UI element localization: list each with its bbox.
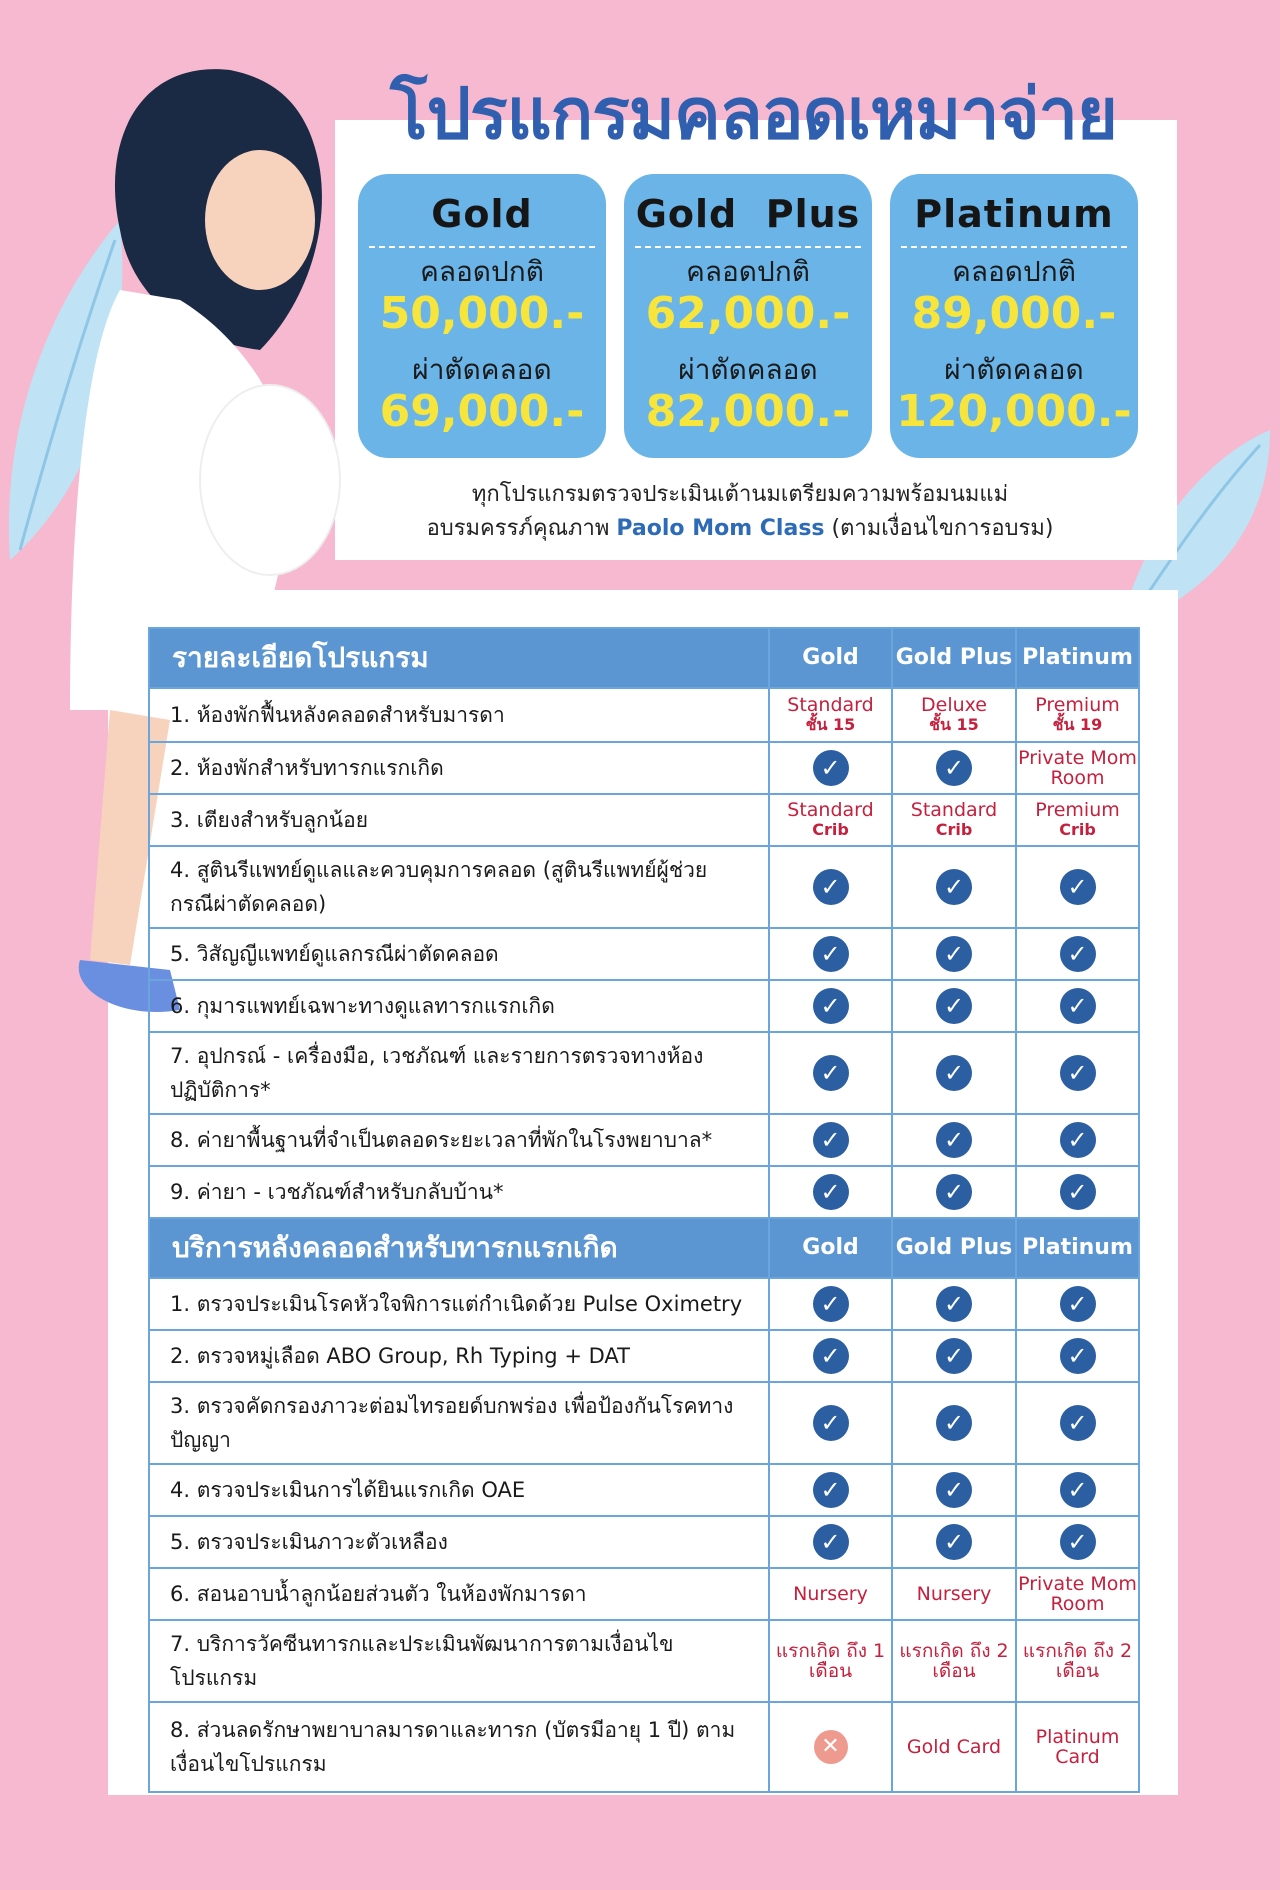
check-icon: ✓ (813, 1122, 849, 1158)
row-label: 2. ตรวจหมู่เลือด ABO Group, Rh Typing + DAT (149, 1330, 769, 1382)
row-value (892, 742, 1016, 794)
note-line-2 (390, 512, 1090, 546)
row-label: 4. สูตินรีแพทย์ดูแลและควบคุมการคลอด (สูตินรีแพทย์ผู้ช่วยกรณีผ่าตัดคลอด) (149, 846, 769, 928)
row-value (769, 1114, 892, 1166)
cell-text: Gold Card (906, 1736, 1002, 1758)
row-value (892, 980, 1016, 1032)
row-value (769, 1568, 892, 1620)
row-value (1016, 1382, 1139, 1464)
table-row (149, 1568, 1139, 1620)
table-row (149, 1516, 1139, 1568)
row-value (769, 688, 892, 742)
page-title: โปรแกรมคลอดเหมาจ่าย (390, 73, 1117, 155)
divider (901, 246, 1127, 248)
note-line-1: ทุกโปรแกรมตรวจประเมินเต้านมเตรียมความพร้อมนมแม่ (471, 482, 1009, 507)
row-value (1016, 794, 1139, 846)
cell-subtext: Crib (812, 820, 849, 839)
csection-price: 120,000.- (896, 386, 1132, 437)
normal-label: คลอดปกติ (952, 255, 1076, 288)
check-icon: ✓ (1060, 869, 1096, 905)
row-value (769, 742, 892, 794)
row-value (1016, 1568, 1139, 1620)
row-value (1016, 742, 1139, 794)
normal-price: 89,000.- (911, 288, 1117, 339)
check-icon: ✓ (813, 1524, 849, 1560)
row-value (892, 928, 1016, 980)
csection-price: 82,000.- (645, 386, 851, 437)
note-pre: อบรมครรภ์คุณภาพ (426, 516, 617, 541)
row-value (1016, 980, 1139, 1032)
column-header: Gold (769, 1218, 892, 1278)
table-row (149, 1464, 1139, 1516)
normal-label: คลอดปกติ (686, 255, 810, 288)
csection-label: ผ่าตัดคลอด (412, 353, 552, 386)
row-label: 1. ห้องพักฟื้นหลังคลอดสำหรับมารดา (149, 688, 769, 742)
csection-price: 69,000.- (379, 386, 585, 437)
table-row (149, 1620, 1139, 1702)
check-icon: ✓ (936, 1055, 972, 1091)
csection-label: ผ่าตัดคลอด (944, 353, 1084, 386)
table-row (149, 1278, 1139, 1330)
row-value (1016, 1620, 1139, 1702)
row-value (1016, 1278, 1139, 1330)
column-header: Gold Plus (892, 628, 1016, 688)
check-icon: ✓ (813, 1338, 849, 1374)
row-value (769, 1382, 892, 1464)
cell-text: แรกเกิด ถึง 2 เดือน (899, 1640, 1009, 1682)
row-label: 6. กุมารแพทย์เฉพาะทางดูแลทารกแรกเกิด (149, 980, 769, 1032)
package-card-platinum (890, 174, 1138, 458)
row-value (892, 1464, 1016, 1516)
check-icon: ✓ (813, 1055, 849, 1091)
check-icon: ✓ (1060, 1174, 1096, 1210)
table-row (149, 928, 1139, 980)
brand-name: Paolo Mom Class (616, 516, 825, 541)
check-icon: ✓ (936, 1472, 972, 1508)
row-label: 7. อุปกรณ์ - เครื่องมือ, เวชภัณฑ์ และรายการตรวจทางห้องปฏิบัติการ* (149, 1032, 769, 1114)
row-value (892, 1516, 1016, 1568)
table-row (149, 742, 1139, 794)
cell-text: แรกเกิด ถึง 1 เดือน (775, 1640, 886, 1682)
cell-text: Platinum Card (1035, 1726, 1120, 1768)
cell-text: แรกเกิด ถึง 2 เดือน (1022, 1640, 1133, 1682)
check-icon: ✓ (813, 936, 849, 972)
row-label: 6. สอนอาบน้ำลูกน้อยส่วนตัว ในห้องพักมารดา (149, 1568, 769, 1620)
cell-text: Standard (787, 694, 874, 716)
cell-subtext: Crib (1059, 820, 1096, 839)
row-value (769, 1032, 892, 1114)
check-icon: ✓ (1060, 1338, 1096, 1374)
normal-price: 62,000.- (645, 288, 851, 339)
cell-subtext: Crib (935, 820, 973, 839)
table-row (149, 688, 1139, 742)
check-icon: ✓ (813, 1286, 849, 1322)
row-value (769, 1702, 892, 1792)
cell-subtext: ชั้น 15 (929, 715, 979, 734)
row-label: 9. ค่ายา - เวชภัณฑ์สำหรับกลับบ้าน* (149, 1166, 769, 1218)
row-value (1016, 1032, 1139, 1114)
section2-header-row (149, 1218, 1139, 1278)
package-name: Platinum (914, 192, 1114, 236)
check-icon: ✓ (813, 1405, 849, 1441)
row-label: 3. ตรวจคัดกรองภาวะต่อมไทรอยด์บกพร่อง เพื่อป้องกันโรคทางปัญญา (149, 1382, 769, 1464)
row-label: 2. ห้องพักสำหรับทารกแรกเกิด (149, 742, 769, 794)
row-value (892, 688, 1016, 742)
row-label: 8. ค่ายาพื้นฐานที่จำเป็นตลอดระยะเวลาที่พักในโรงพยาบาล* (149, 1114, 769, 1166)
row-label: 1. ตรวจประเมินโรคหัวใจพิการแต่กำเนิดด้วย Pulse Oximetry (149, 1278, 769, 1330)
check-icon: ✓ (936, 1122, 972, 1158)
row-value (892, 1032, 1016, 1114)
check-icon: ✓ (1060, 1472, 1096, 1508)
row-value (769, 928, 892, 980)
normal-label: คลอดปกติ (420, 255, 544, 288)
check-icon: ✓ (936, 750, 972, 786)
row-value (892, 794, 1016, 846)
check-icon: ✓ (813, 869, 849, 905)
row-value (1016, 1702, 1139, 1792)
check-icon: ✓ (1060, 988, 1096, 1024)
check-icon: ✓ (1060, 1524, 1096, 1560)
row-value (1016, 928, 1139, 980)
cell-text: Private Mom Room (1018, 1573, 1137, 1615)
normal-price: 50,000.- (379, 288, 585, 339)
row-value (769, 980, 892, 1032)
row-value (892, 1278, 1016, 1330)
package-card-gold-plus (624, 174, 872, 458)
check-icon: ✓ (1060, 1286, 1096, 1322)
row-value (769, 846, 892, 928)
row-value (769, 1330, 892, 1382)
row-label: 5. วิสัญญีแพทย์ดูแลกรณีผ่าตัดคลอด (149, 928, 769, 980)
program-details-table (148, 627, 1140, 1793)
check-icon: ✓ (936, 988, 972, 1024)
section-header: รายละเอียดโปรแกรม (149, 628, 769, 688)
column-header: Gold Plus (892, 1218, 1016, 1278)
cell-text: Premium (1035, 694, 1120, 716)
column-header: Platinum (1016, 1218, 1139, 1278)
row-label: 5. ตรวจประเมินภาวะตัวเหลือง (149, 1516, 769, 1568)
check-icon: ✓ (813, 1174, 849, 1210)
row-value (892, 1568, 1016, 1620)
row-value (892, 1114, 1016, 1166)
cell-text: Premium (1035, 799, 1120, 821)
table-row (149, 1702, 1139, 1792)
check-icon: ✓ (813, 1472, 849, 1508)
table-row (149, 1114, 1139, 1166)
csection-label: ผ่าตัดคลอด (678, 353, 818, 386)
section1-header-row (149, 628, 1139, 688)
row-value (769, 1166, 892, 1218)
cell-text: Private Mom Room (1018, 747, 1137, 789)
row-value (892, 1330, 1016, 1382)
check-icon: ✓ (1060, 1055, 1096, 1091)
row-value (1016, 846, 1139, 928)
check-icon: ✓ (936, 1524, 972, 1560)
row-value (769, 1620, 892, 1702)
check-icon: ✓ (936, 869, 972, 905)
cell-subtext: ชั้น 19 (1052, 715, 1103, 734)
row-value (1016, 1516, 1139, 1568)
table-row (149, 1166, 1139, 1218)
check-icon: ✓ (936, 1405, 972, 1441)
row-value (892, 1382, 1016, 1464)
row-value (769, 1516, 892, 1568)
row-label: 7. บริการวัคซีนทารกและประเมินพัฒนาการตามเงื่อนไขโปรแกรม (149, 1620, 769, 1702)
row-value (1016, 1464, 1139, 1516)
row-value (892, 1620, 1016, 1702)
check-icon: ✓ (936, 936, 972, 972)
row-label: 4. ตรวจประเมินการได้ยินแรกเกิด OAE (149, 1464, 769, 1516)
divider (635, 246, 861, 248)
cell-text: Standard (787, 799, 874, 821)
row-value (769, 1464, 892, 1516)
package-card-gold (358, 174, 606, 458)
table-row (149, 980, 1139, 1032)
check-icon: ✓ (1060, 1122, 1096, 1158)
table-row (149, 1382, 1139, 1464)
check-icon: ✓ (1060, 936, 1096, 972)
cell-subtext: ชั้น 15 (805, 715, 856, 734)
cross-icon: ✕ (814, 1730, 848, 1764)
section-header: บริการหลังคลอดสำหรับทารกแรกเกิด (149, 1218, 769, 1278)
check-icon: ✓ (936, 1174, 972, 1210)
table-row (149, 1032, 1139, 1114)
table-row (149, 1330, 1139, 1382)
check-icon: ✓ (1060, 1405, 1096, 1441)
program-note (390, 478, 1090, 546)
row-value (1016, 1114, 1139, 1166)
row-value (892, 846, 1016, 928)
divider (369, 246, 595, 248)
note-post: (ตามเงื่อนไขการอบรม) (824, 516, 1054, 541)
cell-text: Nursery (916, 1583, 992, 1605)
row-value (892, 1702, 1016, 1792)
column-header: Gold (769, 628, 892, 688)
table-row (149, 794, 1139, 846)
check-icon: ✓ (813, 750, 849, 786)
column-header: Platinum (1016, 628, 1139, 688)
package-name: Gold (431, 192, 533, 236)
row-value (1016, 1330, 1139, 1382)
cell-text: Standard (910, 799, 998, 821)
cell-text: Deluxe (921, 694, 987, 716)
table-row (149, 846, 1139, 928)
package-name: Gold Plus (635, 192, 861, 236)
row-value (1016, 1166, 1139, 1218)
check-icon: ✓ (936, 1286, 972, 1322)
row-value (1016, 688, 1139, 742)
row-label: 3. เตียงสำหรับลูกน้อย (149, 794, 769, 846)
row-value (769, 794, 892, 846)
cell-text: Nursery (793, 1583, 868, 1605)
row-value (769, 1278, 892, 1330)
row-value (892, 1166, 1016, 1218)
check-icon: ✓ (936, 1338, 972, 1374)
check-icon: ✓ (813, 988, 849, 1024)
row-label: 8. ส่วนลดรักษาพยาบาลมารดาและทารก (บัตรมีอายุ 1 ปี) ตามเงื่อนไขโปรแกรม (149, 1702, 769, 1792)
